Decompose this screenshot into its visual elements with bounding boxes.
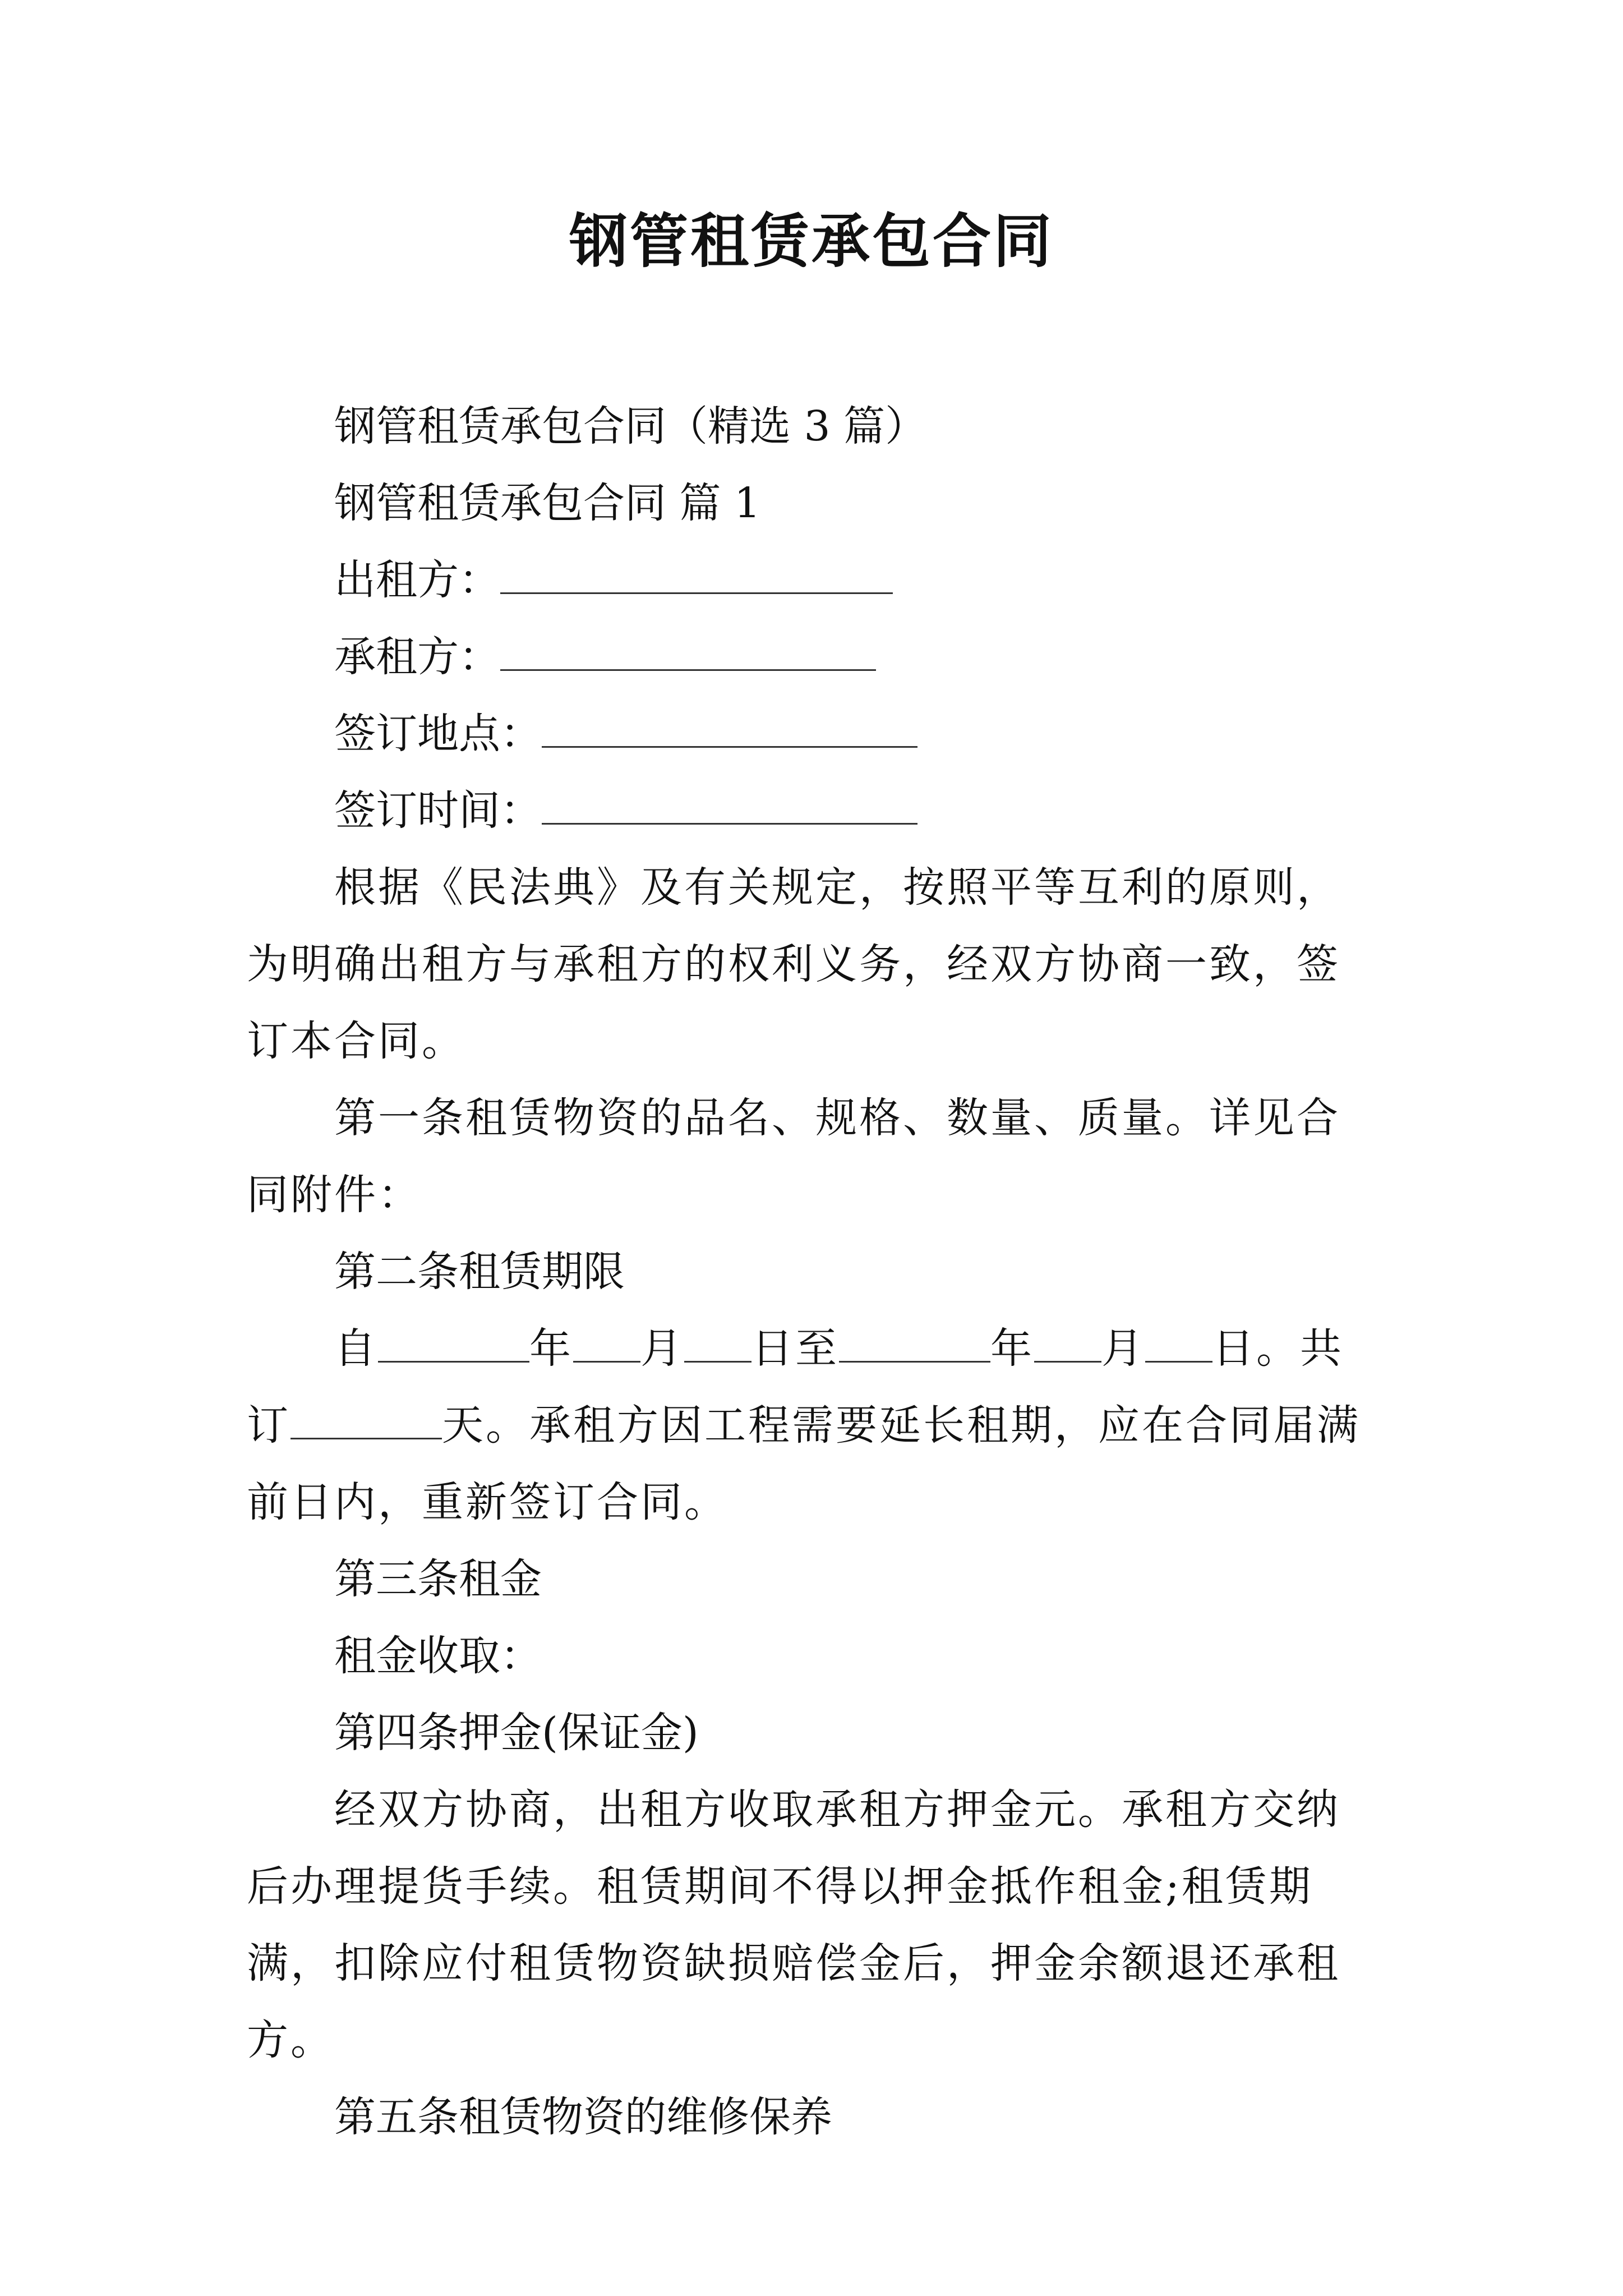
start-year-blank <box>378 1327 529 1363</box>
section-heading: 钢管租赁承包合同 篇 1 <box>334 479 761 527</box>
article1-paragraph: 第一条租赁物资的品名、规格、数量、质量。详见合同附件： <box>247 1094 1340 1219</box>
document-title: 钢管租赁承包合同 <box>569 206 1054 275</box>
lessor-line <box>247 542 1376 619</box>
article4-title: 第四条押金(保证金) <box>334 1709 699 1757</box>
end-day-blank <box>1145 1327 1212 1363</box>
article2-year-2: 年 <box>990 1324 1034 1373</box>
article5-title: 第五条租赁物资的维修保养 <box>334 2093 832 2141</box>
place-line <box>247 696 1376 772</box>
article3-body: 租金收取： <box>334 1632 542 1680</box>
article2-total: 共订 <box>247 1324 1344 1450</box>
article2-month-2: 月 <box>1101 1324 1145 1373</box>
article2-rest: 天。承租方因工程需要延长租期，应在合同届满前日内，重新签订合同。 <box>247 1401 1361 1526</box>
start-month-blank <box>573 1327 640 1363</box>
article2-paragraph <box>247 1310 1376 1541</box>
article2-month-1: 月 <box>640 1324 684 1373</box>
lessee-label: 承租方： <box>334 633 500 681</box>
article3-title: 第三条租金 <box>334 1555 542 1603</box>
end-month-blank <box>1034 1327 1101 1363</box>
time-label: 签订时间： <box>334 786 542 835</box>
place-label: 签订地点： <box>334 710 542 758</box>
article2-day-to: 日至 <box>751 1324 839 1373</box>
lessee-line <box>247 619 1376 696</box>
end-year-blank <box>839 1327 990 1363</box>
preamble-paragraph: 根据《民法典》及有关规定，按照平等互利的原则，为明确出租方与承租方的权利义务，经双方协商一致，签订本合同。 <box>247 863 1340 1065</box>
start-day-blank <box>684 1327 751 1363</box>
document-subtitle: 钢管租赁承包合同（精选 3 篇） <box>334 402 927 450</box>
article4-paragraph: 经双方协商，出租方收取承租方押金元。承租方交纳后办理提货手续。租赁期间不得以押金抵作租金;租赁期满，扣除应付租赁物资缺损赔偿金后，押金余额退还承租方。 <box>247 1786 1340 2064</box>
time-line <box>247 772 1376 849</box>
article2-year-1: 年 <box>529 1324 573 1373</box>
article2-day-end: 日。 <box>1212 1324 1300 1373</box>
article2-title: 第二条租赁期限 <box>334 1248 625 1296</box>
lessor-blank <box>500 559 893 594</box>
lessor-label: 出租方： <box>334 556 500 604</box>
article2-from: 自 <box>334 1324 378 1373</box>
time-blank <box>542 789 917 825</box>
lessee-blank <box>500 636 876 671</box>
total-days-blank <box>291 1404 442 1439</box>
place-blank <box>542 712 917 748</box>
